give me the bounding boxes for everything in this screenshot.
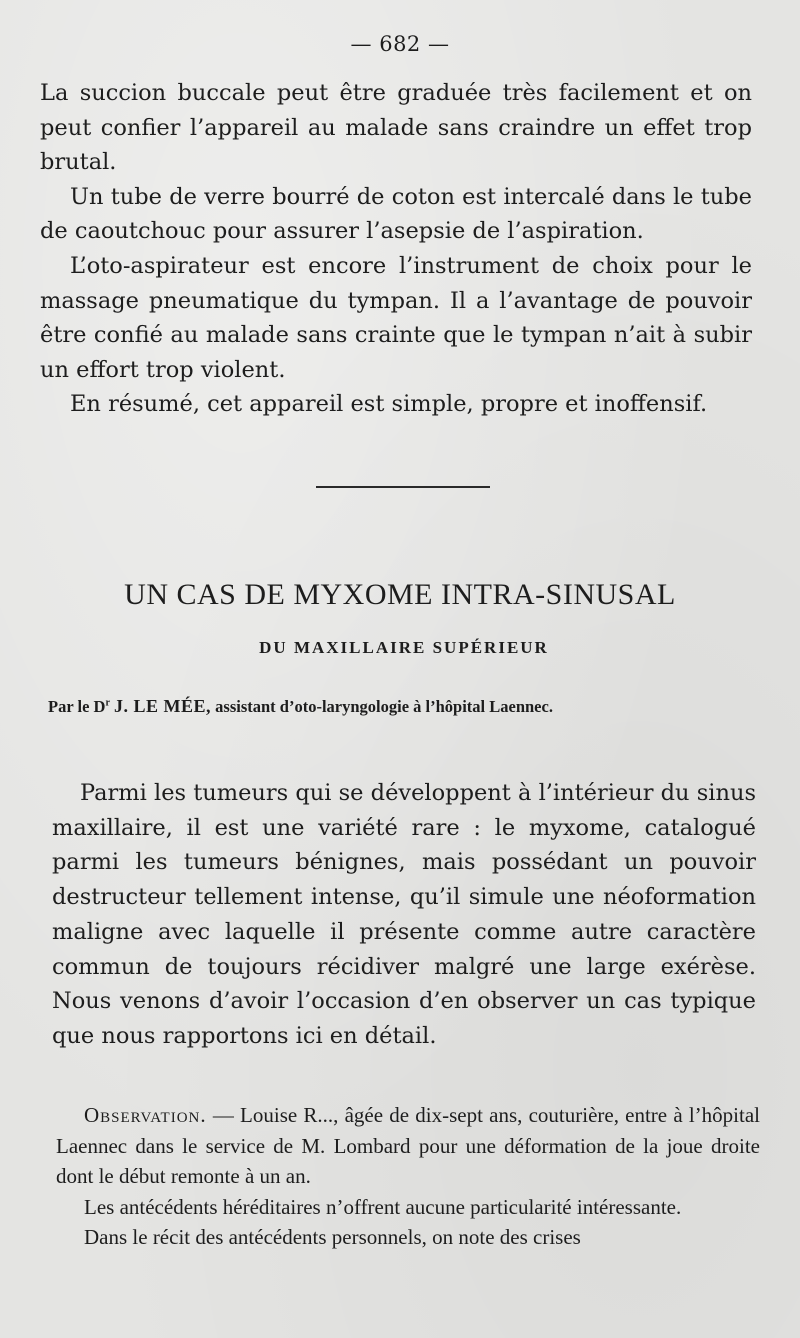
byline-author: J. LE MÉE,	[114, 696, 212, 716]
byline-affiliation: assistant d’oto-laryngologie à l’hôpital Laennec.	[215, 697, 553, 716]
article-title: UN CAS DE MYXOME INTRA-SINUSAL	[124, 578, 676, 611]
paragraph: Parmi les tumeurs qui se développent à l’intérieur du sinus maxillaire, il est une variété rare : le myxome, catalogué parmi les tumeurs bénignes, mais possédant un pouvoir destructeur tellement intense, qu’il simule une néoformation maligne avec laquelle il présente comme autre caractère commun de toujours récidiver malgré une large exérèse. Nous venons d’avoir l’occasion d’en observer un cas typique que nous rapportons ici en détail.	[52, 780, 756, 1049]
previous-article-conclusion	[40, 76, 752, 422]
observation-section	[56, 1100, 760, 1253]
section-divider	[316, 486, 490, 488]
paragraph: Dans le récit des antécédents personnels, on note des crises	[84, 1225, 581, 1249]
article-subtitle: DU MAXILLAIRE SUPÉRIEUR	[259, 638, 549, 657]
observation-text: — Louise R..., âgée de dix-sept ans, couturière, entre à l’hôpital Laennec dans le service de M. Lombard pour une déformation de la joue droite dont le début remonte à un an.	[56, 1103, 760, 1188]
observation-label: Observation.	[84, 1103, 207, 1127]
paragraph: En résumé, cet appareil est simple, propre et inoffensif.	[70, 391, 708, 418]
paragraph: La succion buccale peut être graduée très facilement et on peut confier l’appareil au malade sans craindre un effet trop brutal.	[40, 80, 752, 176]
paragraph: L’oto-aspirateur est encore l’instrument de choix pour le massage pneumatique du tympan. Il a l’avantage de pouvoir être confié au malade sans crainte que le tympan n’ait à subir un effort trop violent.	[40, 252, 752, 383]
paragraph: Les antécédents héréditaires n’offrent aucune particularité intéressante.	[84, 1194, 682, 1219]
paragraph	[56, 1100, 760, 1192]
byline-prefix: Par le D	[48, 697, 106, 716]
paragraph: Un tube de verre bourré de coton est intercalé dans le tube de caoutchouc pour assurer l’asepsie de l’aspiration.	[40, 183, 752, 245]
article-introduction	[52, 776, 756, 1054]
article-byline	[48, 696, 754, 717]
byline-title-sup: r	[105, 697, 110, 709]
page-number: — 682 —	[350, 32, 450, 56]
